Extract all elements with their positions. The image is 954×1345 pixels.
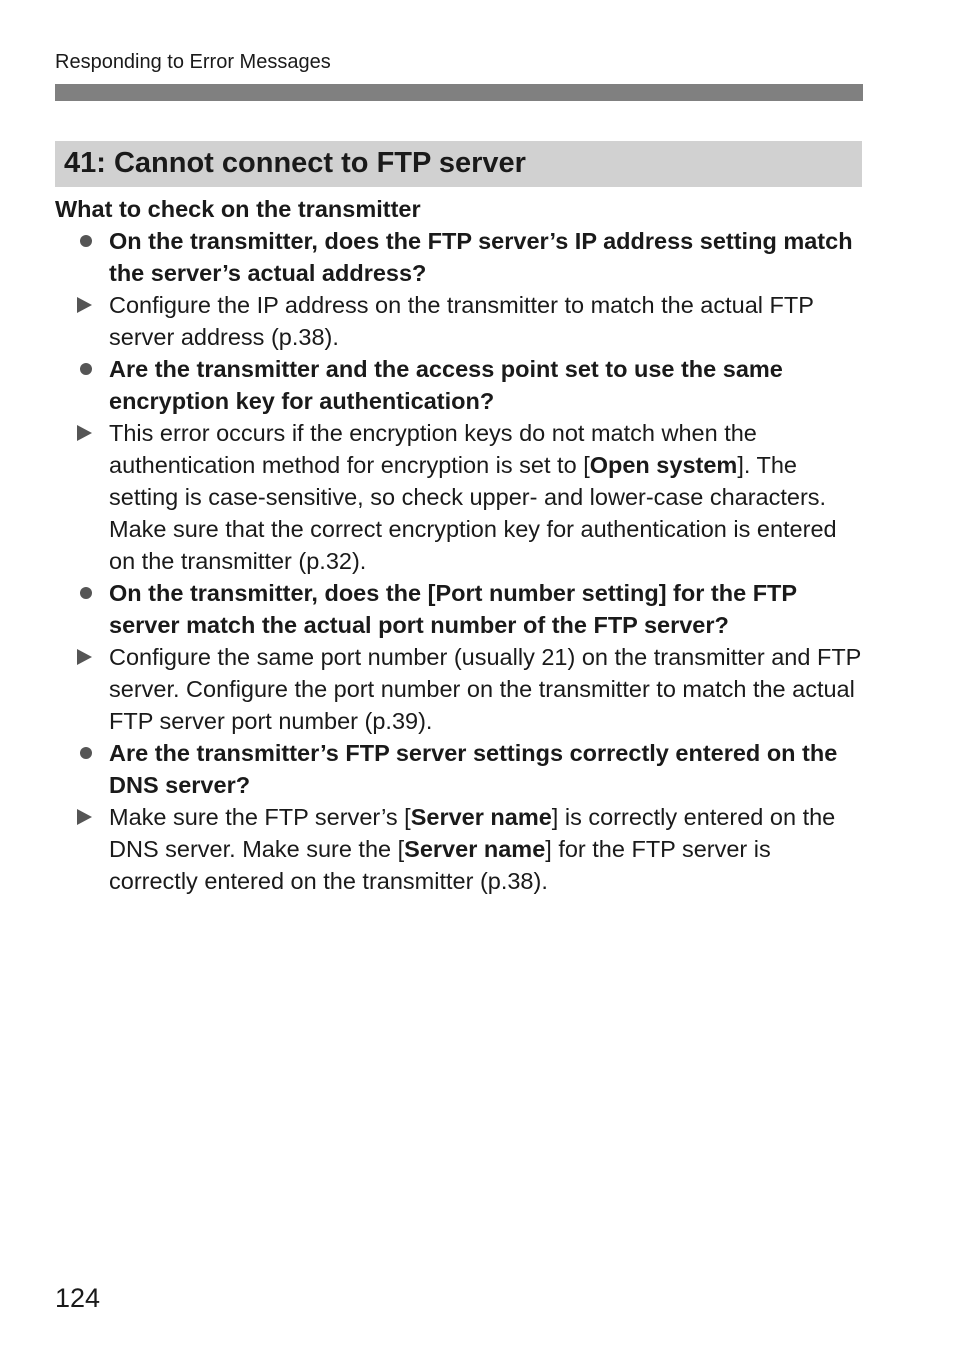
bullet-dot-icon — [80, 363, 92, 375]
section-title: 41: Cannot connect to FTP server — [64, 147, 526, 179]
answer-text: Make sure the FTP server’s [ — [109, 804, 411, 830]
question-text: On the transmitter, does the FTP server’s IP address setting match the server’s actual address? — [109, 228, 853, 286]
answer-text: ] for the FTP server is correctly entered on the transmitter (p.38). — [109, 836, 771, 894]
check-question — [55, 225, 863, 289]
running-header: Responding to Error Messages — [55, 51, 331, 73]
check-answer — [55, 289, 863, 353]
answer-text: ]. The setting is case-sensitive, so check upper- and lower-case characters. Make sure that the correct encryption key for authentication is entered on the transmitter (p.32). — [109, 452, 837, 574]
question-text: Are the transmitter’s FTP server settings correctly entered on the DNS server? — [109, 740, 838, 798]
answer-text: Configure the same port number (usually 21) on the transmitter and FTP server. Configure the port number on the transmitter to match the actual FTP server port number (p.39). — [109, 644, 861, 734]
answer-text: This error occurs if the encryption keys do not match when the authentication method for encryption is set to [ — [109, 420, 757, 478]
setting-name-server-name: Server name — [410, 804, 552, 830]
check-answer — [55, 801, 863, 897]
arrow-right-icon — [77, 425, 92, 441]
check-question — [55, 577, 863, 641]
question-text: On the transmitter, does the [Port number setting] for the FTP server match the actual port number of the FTP server? — [109, 580, 797, 638]
arrow-right-icon — [77, 649, 92, 665]
answer-text: ] is correctly entered on the DNS server. Make sure the [ — [109, 804, 836, 862]
bullet-dot-icon — [80, 747, 92, 759]
question-text: Are the transmitter and the access point set to use the same encryption key for authentication? — [109, 356, 783, 414]
check-answer — [55, 641, 863, 737]
check-answer — [55, 417, 863, 577]
section-title-box — [55, 141, 862, 187]
setting-name-server-name: Server name — [404, 836, 546, 862]
arrow-right-icon — [77, 809, 92, 825]
header-divider-bar — [55, 84, 863, 101]
page-number: 124 — [55, 1283, 101, 1313]
check-question — [55, 737, 863, 801]
arrow-right-icon — [77, 297, 92, 313]
answer-text: Configure the IP address on the transmitter to match the actual FTP server address (p.38). — [109, 292, 814, 350]
subheading: What to check on the transmitter — [55, 196, 421, 222]
bullet-dot-icon — [80, 587, 92, 599]
bullet-dot-icon — [80, 235, 92, 247]
content-body — [55, 193, 863, 897]
setting-name-open-system: Open system — [589, 452, 738, 478]
check-question — [55, 353, 863, 417]
